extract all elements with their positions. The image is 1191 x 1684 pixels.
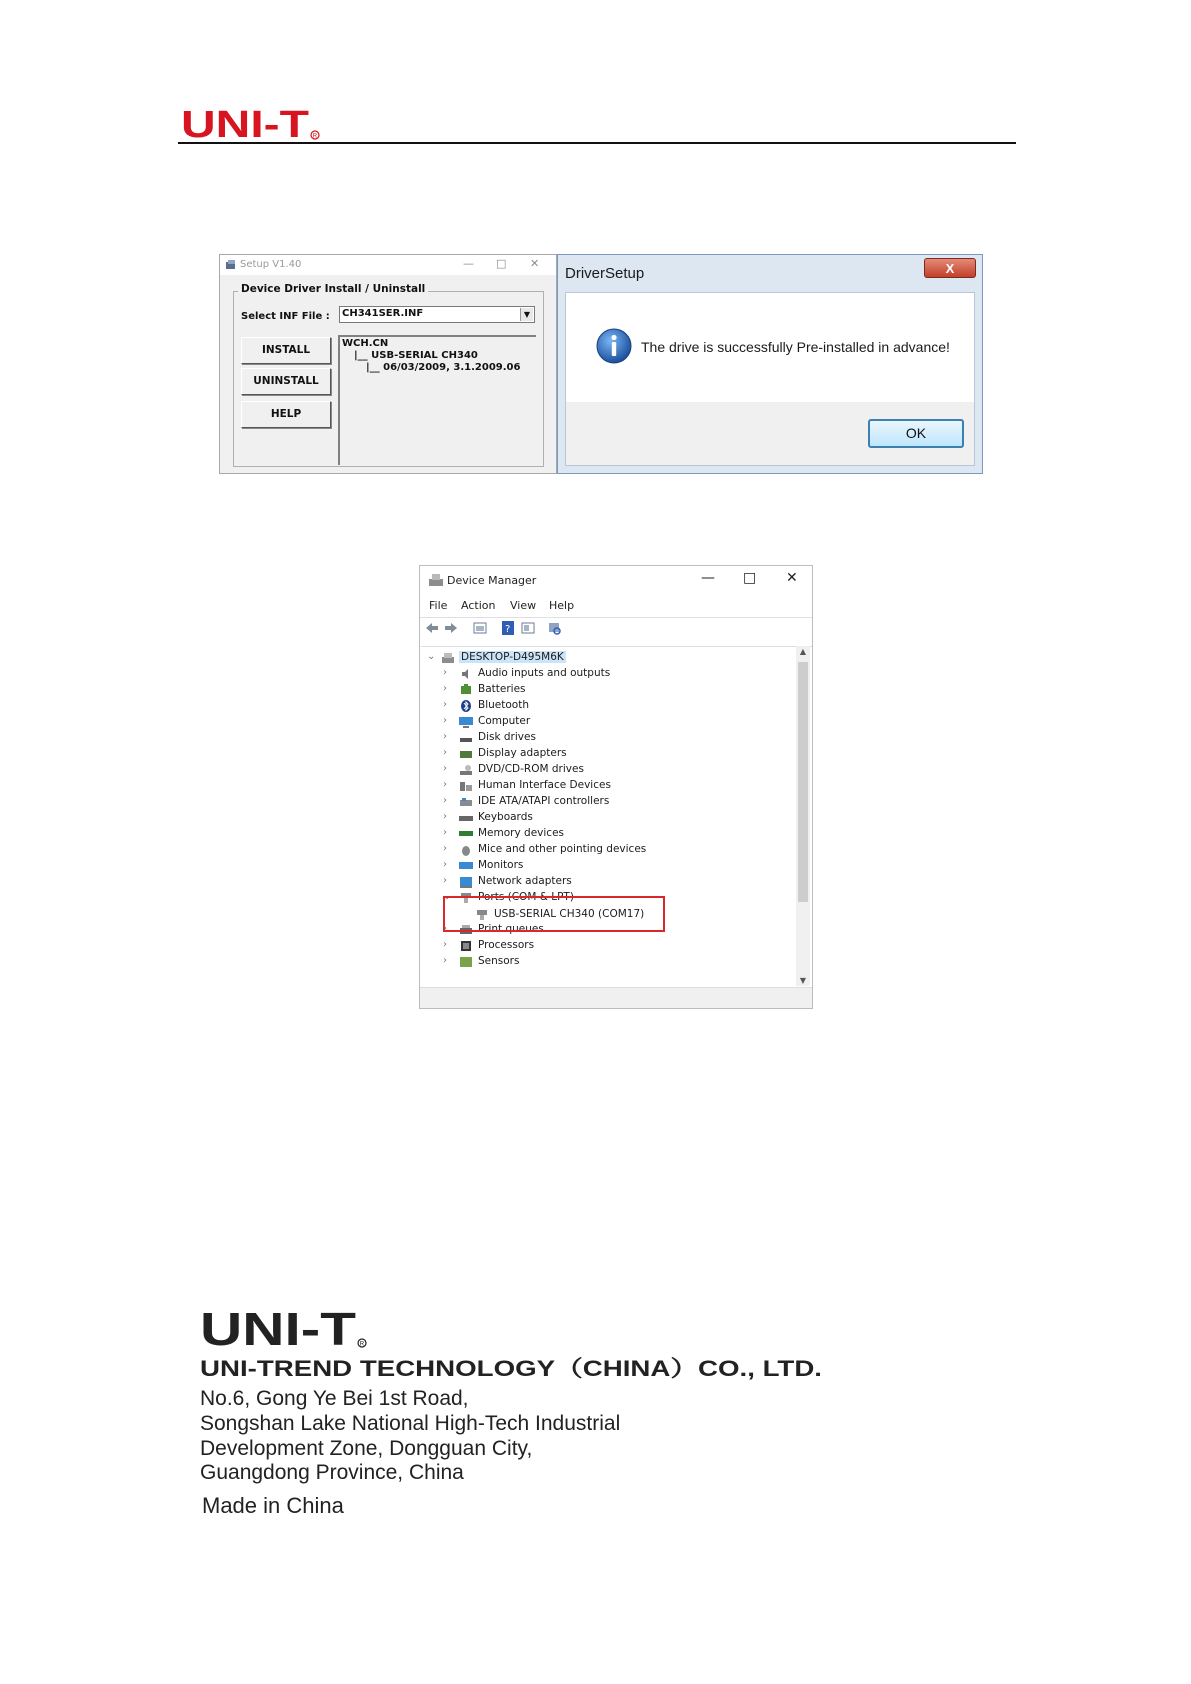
maximize-icon[interactable]: □ bbox=[496, 257, 507, 270]
dialog-title: DriverSetup bbox=[565, 265, 645, 282]
header-divider bbox=[178, 142, 1016, 144]
ide-controller-icon bbox=[459, 796, 473, 808]
setup-window bbox=[219, 254, 557, 474]
status-bar bbox=[420, 987, 812, 1008]
made-in-china: Made in China bbox=[202, 1493, 344, 1518]
close-icon[interactable]: ✕ bbox=[786, 570, 798, 586]
svg-text:R: R bbox=[312, 133, 318, 140]
inf-file-value: CH341SER.INF bbox=[342, 308, 424, 319]
disk-drive-icon bbox=[459, 732, 473, 744]
mouse-icon bbox=[459, 844, 473, 856]
uninstall-button[interactable]: UNINSTALL bbox=[241, 368, 331, 395]
speaker-icon bbox=[459, 668, 473, 680]
display-adapter-icon bbox=[459, 748, 473, 760]
ok-button[interactable]: OK bbox=[868, 419, 964, 448]
help-button[interactable]: HELP bbox=[241, 401, 331, 428]
close-icon[interactable]: ✕ bbox=[530, 257, 540, 270]
keyboard-icon bbox=[459, 812, 473, 824]
forward-arrow-icon[interactable] bbox=[443, 620, 459, 636]
dialog-body bbox=[565, 292, 975, 402]
back-arrow-icon[interactable] bbox=[424, 620, 440, 636]
minimize-icon[interactable]: — bbox=[701, 570, 715, 586]
monitor-icon bbox=[459, 716, 473, 728]
monitor-icon bbox=[459, 860, 473, 872]
company-name-text: UNI-TREND TECHNOLOGY（CHINA）CO., LTD. bbox=[200, 1356, 822, 1380]
properties-icon[interactable] bbox=[472, 620, 488, 636]
chevron-down-icon[interactable]: ⌄ bbox=[443, 891, 452, 902]
menu-view[interactable]: View bbox=[510, 599, 537, 612]
driver-setup-dialog bbox=[557, 254, 983, 474]
root-label: DESKTOP-D495M6K bbox=[461, 651, 564, 663]
setup-title: Setup V1.40 bbox=[240, 259, 302, 270]
company-name bbox=[200, 1354, 825, 1380]
processor-icon bbox=[459, 940, 473, 952]
address-line-3: Development Zone, Dongguan City, bbox=[200, 1437, 533, 1460]
footer-logo-text: UNI-T bbox=[200, 1308, 356, 1348]
maximize-icon[interactable]: □ bbox=[743, 570, 757, 586]
chevron-down-icon[interactable]: ⌄ bbox=[427, 651, 436, 662]
update-driver-icon[interactable] bbox=[520, 620, 536, 636]
help-icon[interactable] bbox=[500, 620, 516, 636]
info-icon bbox=[596, 328, 632, 364]
computer-icon bbox=[441, 652, 455, 664]
install-button[interactable]: INSTALL bbox=[241, 337, 331, 364]
setup-titlebar bbox=[220, 255, 556, 275]
battery-icon bbox=[459, 684, 473, 696]
address-line-2: Songshan Lake National High-Tech Industrial bbox=[200, 1412, 621, 1435]
inf-file-select[interactable] bbox=[339, 306, 535, 323]
tree-vendor: WCH.CN bbox=[342, 338, 389, 349]
setup-app-icon bbox=[225, 259, 237, 271]
device-manager-window bbox=[419, 565, 813, 1009]
dialog-footer bbox=[565, 402, 975, 466]
uni-t-footer-logo bbox=[200, 1308, 368, 1348]
driver-info-tree bbox=[338, 335, 536, 465]
tree-version: |__ 06/03/2009, 3.1.2009.06 bbox=[366, 362, 521, 373]
device-manager-icon bbox=[428, 573, 444, 587]
ports-highlight-box bbox=[443, 896, 665, 932]
dialog-close-button[interactable]: X bbox=[924, 258, 976, 278]
svg-text:?: ? bbox=[505, 624, 511, 635]
dialog-message: The drive is successfully Pre-installed in advance! bbox=[641, 339, 950, 355]
menu-help[interactable]: Help bbox=[549, 599, 575, 612]
address-line-4: Guangdong Province, China bbox=[200, 1461, 464, 1484]
device-tree: ⌄ DESKTOP-D495M6K › Audio inputs and outputs › Batteries › Bluetooth › Computer › Disk drives › Display adapters › DVD/CD-ROM drives › Human Interface Devices › IDE ATA/ATAPI controllers › Keyboards › Memory devices › Mice and other pointing devices › Monitors › Network adapters ⌄ Ports (COM & LPT) USB-SERIAL CH340 (COM17) › Print queues › Processors › Sensors bbox=[421, 646, 812, 987]
network-adapter-icon bbox=[459, 876, 473, 888]
uni-t-logo bbox=[181, 106, 321, 140]
scan-hardware-icon[interactable] bbox=[546, 620, 562, 636]
minimize-icon[interactable]: — bbox=[463, 257, 474, 270]
dvd-drive-icon bbox=[459, 764, 473, 776]
menu-divider bbox=[420, 617, 812, 618]
address-line-1: No.6, Gong Ye Bei 1st Road, bbox=[200, 1387, 469, 1410]
sensor-icon bbox=[459, 956, 473, 968]
vertical-scrollbar[interactable] bbox=[796, 646, 810, 986]
scroll-thumb[interactable] bbox=[798, 662, 808, 902]
memory-icon bbox=[459, 828, 473, 840]
dropdown-arrow-icon[interactable]: ▼ bbox=[520, 308, 533, 321]
bluetooth-icon bbox=[459, 700, 473, 712]
menu-file[interactable]: File bbox=[429, 599, 448, 612]
hid-icon bbox=[459, 780, 473, 792]
tree-device: |__ USB-SERIAL CH340 bbox=[354, 350, 478, 361]
menu-action[interactable]: Action bbox=[461, 599, 496, 612]
logo-text: UNI-T bbox=[181, 106, 309, 140]
select-inf-label: Select INF File : bbox=[241, 311, 330, 322]
scroll-up-icon[interactable]: ▲ bbox=[799, 647, 807, 656]
scroll-down-icon[interactable]: ▼ bbox=[799, 976, 807, 985]
device-manager-title: Device Manager bbox=[447, 574, 537, 587]
svg-text:R: R bbox=[359, 1341, 365, 1348]
group-title: Device Driver Install / Uninstall bbox=[238, 283, 428, 295]
